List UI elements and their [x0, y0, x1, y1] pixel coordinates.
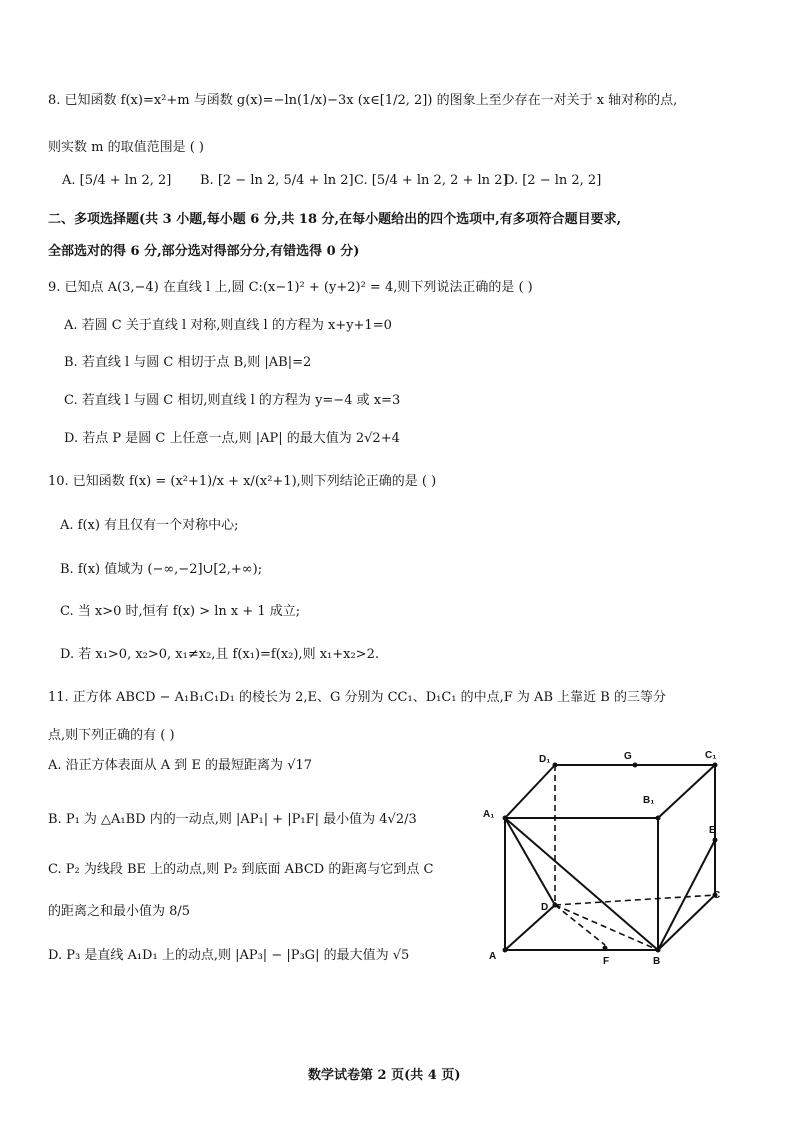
q9-option-c: C. 若直线 l 与圆 C 相切,则直线 l 的方程为 y=−4 或 x=3	[64, 393, 401, 408]
q8-stem-line1: 8. 已知函数 f(x)=x²+m 与函数 g(x)=−ln(1/x)−3x (x∈[1/2, 2]) 的图象上至少存在一对关于 x 轴对称的点,	[48, 93, 678, 108]
q8-option-c: C. [5/4 + ln 2, 2 + ln 2]	[354, 173, 508, 188]
q11-option-d: D. P₃ 是直线 A₁D₁ 上的动点,则 |AP₃| − |P₃G| 的最大值为 √5	[48, 948, 410, 963]
q10-option-c: C. 当 x>0 时,恒有 f(x) > ln x + 1 成立;	[60, 604, 301, 619]
label-a: A	[489, 951, 497, 962]
label-f: F	[603, 956, 610, 967]
label-c1: C₁	[705, 750, 717, 761]
q11-option-c-line1: C. P₂ 为线段 BE 上的动点,则 P₂ 到底面 ABCD 的距离与它到点 C	[48, 862, 434, 877]
section2-heading-line2: 全部选对的得 6 分,部分选对得部分分,有错选得 0 分)	[48, 244, 360, 259]
q11-stem-line2: 点,则下列正确的有 ( )	[48, 728, 175, 743]
label-c: C	[713, 890, 721, 901]
q9-option-a: A. 若圆 C 关于直线 l 对称,则直线 l 的方程为 x+y+1=0	[64, 318, 392, 333]
q8-option-b: B. [2 − ln 2, 5/4 + ln 2]	[200, 173, 354, 188]
q8-stem-line2: 则实数 m 的取值范围是 ( )	[48, 140, 205, 155]
page-footer: 数学试卷第 2 页(共 4 页)	[308, 1068, 461, 1083]
label-b: B	[653, 956, 661, 967]
q9-stem: 9. 已知点 A(3,−4) 在直线 l 上,圆 C:(x−1)² + (y+2)² = 4,则下列说法正确的是 ( )	[48, 280, 533, 295]
q11-option-a: A. 沿正方体表面从 A 到 E 的最短距离为 √17	[48, 758, 313, 773]
label-a1: A₁	[483, 809, 495, 820]
q9-option-b: B. 若直线 l 与圆 C 相切于点 B,则 |AB|=2	[64, 355, 312, 370]
q10-option-d: D. 若 x₁>0, x₂>0, x₁≠x₂,且 f(x₁)=f(x₂),则 x₁+x₂>2.	[60, 647, 379, 662]
q10-option-b: B. f(x) 值域为 (−∞,−2]∪[2,+∞);	[60, 562, 263, 577]
cube-hidden-edges	[505, 765, 715, 950]
q10-option-a: A. f(x) 有且仅有一个对称中心;	[60, 518, 239, 533]
q8-option-a: A. [5/4 + ln 2, 2]	[62, 173, 172, 188]
label-d1: D₁	[539, 754, 551, 765]
q11-option-c-line2: 的距离之和最小值为 8/5	[48, 904, 191, 919]
label-b1: B₁	[643, 795, 655, 806]
label-e: E	[709, 825, 716, 836]
cube-figure	[475, 740, 735, 970]
section2-heading-line1: 二、多项选择题(共 3 小题,每小题 6 分,共 18 分,在每小题给出的四个选项中,有多项符合题目要求,	[48, 212, 622, 227]
label-g: G	[624, 751, 632, 762]
label-d: D	[541, 902, 549, 913]
q10-stem: 10. 已知函数 f(x) = (x²+1)/x + x/(x²+1),则下列结论正确的是 ( )	[48, 474, 437, 489]
q8-option-d: D. [2 − ln 2, 2]	[504, 173, 602, 188]
q9-option-d: D. 若点 P 是圆 C 上任意一点,则 |AP| 的最大值为 2√2+4	[64, 431, 400, 446]
q11-stem-line1: 11. 正方体 ABCD − A₁B₁C₁D₁ 的棱长为 2,E、G 分别为 CC₁、D₁C₁ 的中点,F 为 AB 上靠近 B 的三等分	[48, 690, 666, 705]
q11-option-b: B. P₁ 为 △A₁BD 内的一动点,则 |AP₁| + |P₁F| 最小值为 4√2/3	[48, 812, 417, 827]
